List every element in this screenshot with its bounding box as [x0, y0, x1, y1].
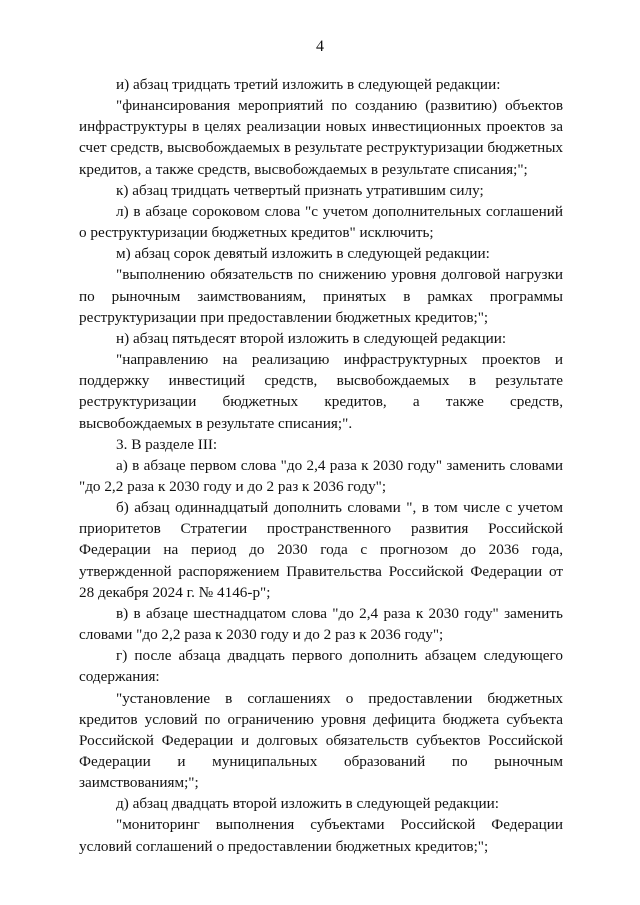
paragraph-d: д) абзац двадцать второй изложить в следующей редакции: — [116, 795, 499, 813]
paragraph-i-text: "финансирования мероприятий по созданию (развитию) объектов инфраструктуры в целях реализации новых инвестиционных проектов за счет средств, высвобождаемых в результате реструктуризации бюджетных кредитов, а также средств, высвобождаемых в результате списания;"; — [79, 97, 563, 178]
paragraph-b: б) абзац одиннадцатый дополнить словами ", в том числе с учетом приоритетов Стратегии пространственного развития Российской Федерации на период до 2030 года с прогнозом до 2036 года, утвержденной распоряжением Правительства Российской Федерации от 28 декабря 2024 г. № 4146-р"; — [79, 499, 563, 601]
paragraph-l: л) в абзаце сороковом слова "с учетом дополнительных соглашений о реструктуризации бюджетных кредитов" исключить; — [79, 202, 563, 242]
paragraph-n-text: "направлению на реализацию инфраструктурных проектов и поддержку инвестиций средств, высвобождаемых в результате реструктуризации бюджетных кредитов, а также средств, высвобождаемых в результате списания;". — [79, 351, 563, 432]
paragraph-a: а) в абзаце первом слова "до 2,4 раза к 2030 году" заменить словами "до 2,2 раза к 2030 году и до 2 раз к 2036 году"; — [79, 456, 563, 495]
paragraph-v: в) в абзаце шестнадцатом слова "до 2,4 раза к 2030 году" заменить словами "до 2,2 раза к 2030 году и до 2 раз к 2036 году"; — [79, 604, 563, 644]
paragraph-k: к) абзац тридцать четвертый признать утратившим силу; — [116, 181, 484, 199]
paragraph-d-text: "мониторинг выполнения субъектами Российской Федерации условий соглашений о предоставлении бюджетных кредитов;"; — [79, 816, 563, 855]
paragraph-g: г) после абзаца двадцать первого дополнить абзацем следующего содержания: — [79, 647, 563, 686]
section-heading-3: 3. В разделе III: — [116, 435, 218, 453]
paragraph-n: н) абзац пятьдесят второй изложить в следующей редакции: — [116, 329, 507, 347]
paragraph-m-text: "выполнению обязательств по снижению уровня долговой нагрузки по рыночным заимствованиям, принятых в рамках программы реструктуризации при предоставлении бюджетных кредитов;"; — [79, 266, 563, 326]
document-body — [79, 74, 563, 857]
paragraph-g-text: "установление в соглашениях о предоставлении бюджетных кредитов условий по ограничению уровня дефицита бюджета субъекта Российской Федерации и долговых обязательств субъектов Российской Федерации и муниципальных образований по рыночным заимствованиям;"; — [79, 689, 563, 792]
paragraph-m: м) абзац сорок девятый изложить в следующей редакции: — [116, 245, 490, 263]
page-number: 4 — [316, 38, 324, 55]
paragraph-i: и) абзац тридцать третий изложить в следующей редакции: — [116, 76, 501, 93]
